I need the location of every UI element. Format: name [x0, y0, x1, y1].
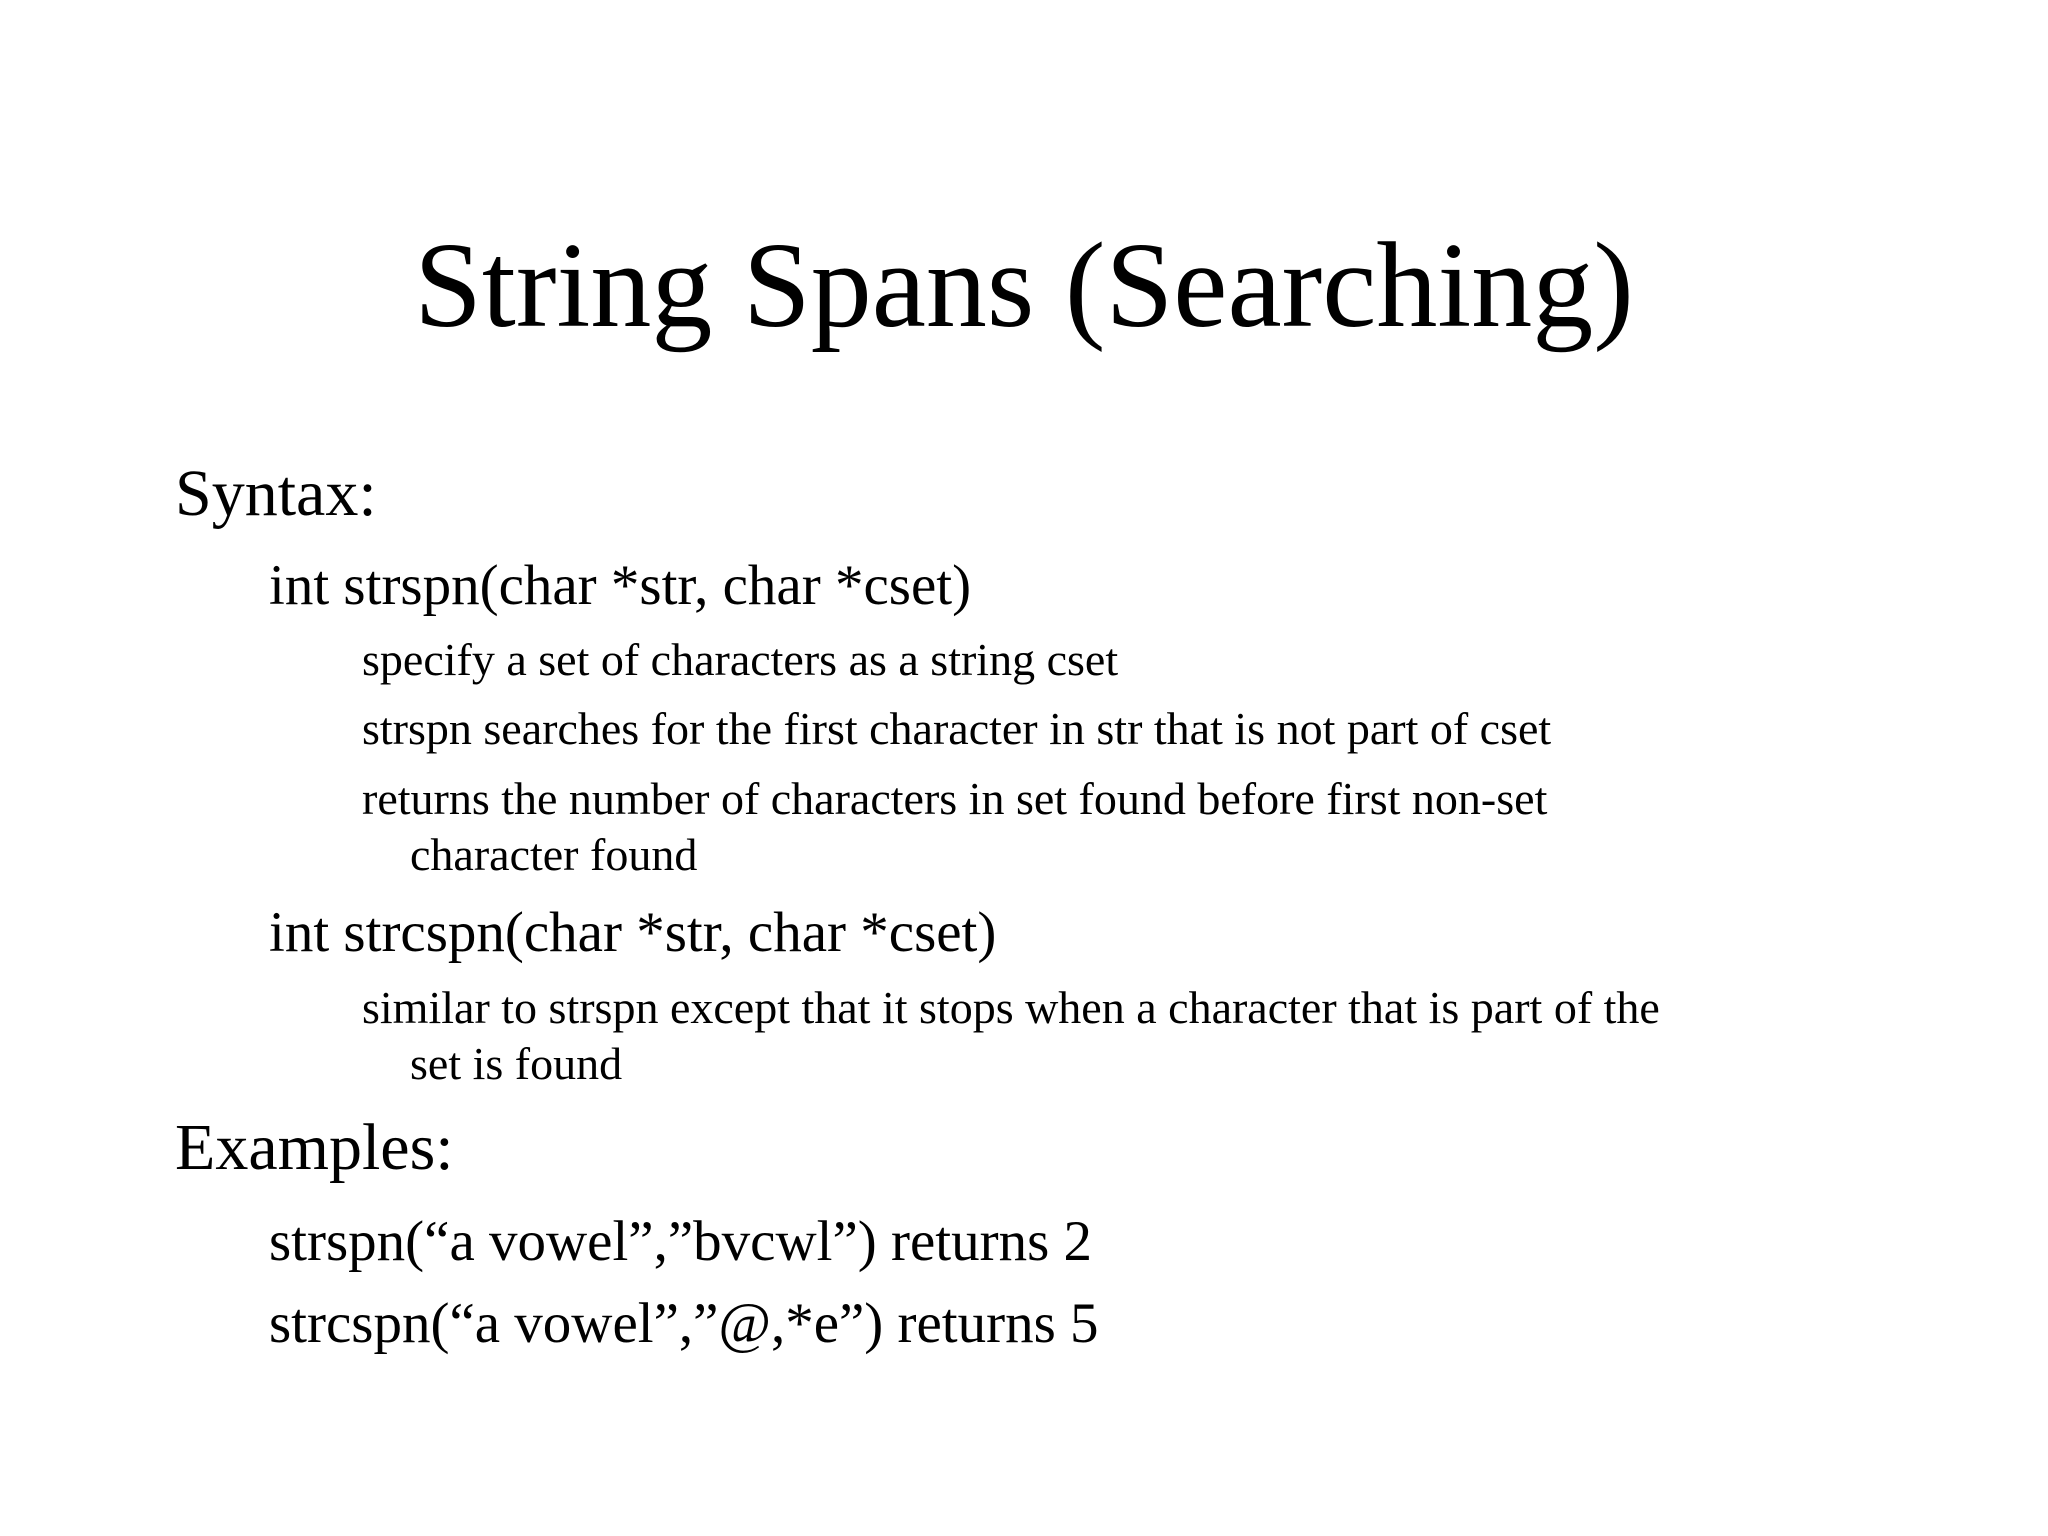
slide-title: String Spans (Searching)	[414, 218, 1634, 353]
strspn-signature: int strspn(char *str, char *cset)	[269, 554, 972, 617]
strspn-note: returns the number of characters in set found before first non-set	[362, 773, 1548, 824]
strcspn-signature: int strcspn(char *str, char *cset)	[269, 901, 997, 964]
examples-heading: Examples:	[175, 1111, 454, 1184]
example-line: strcspn(“a vowel”,”@,*e”) returns 5	[269, 1292, 1099, 1355]
strspn-note: strspn searches for the first character in str that is not part of cset	[362, 703, 1552, 754]
example-line: strspn(“a vowel”,”bvcwl”) returns 2	[269, 1210, 1093, 1273]
strspn-note: specify a set of characters as a string cset	[362, 634, 1119, 685]
strspn-note-continuation: character found	[410, 829, 698, 880]
strcspn-note-continuation: set is found	[410, 1038, 623, 1089]
syntax-heading: Syntax:	[175, 457, 377, 530]
strcspn-note: similar to strspn except that it stops when a character that is part of the	[362, 982, 1660, 1033]
